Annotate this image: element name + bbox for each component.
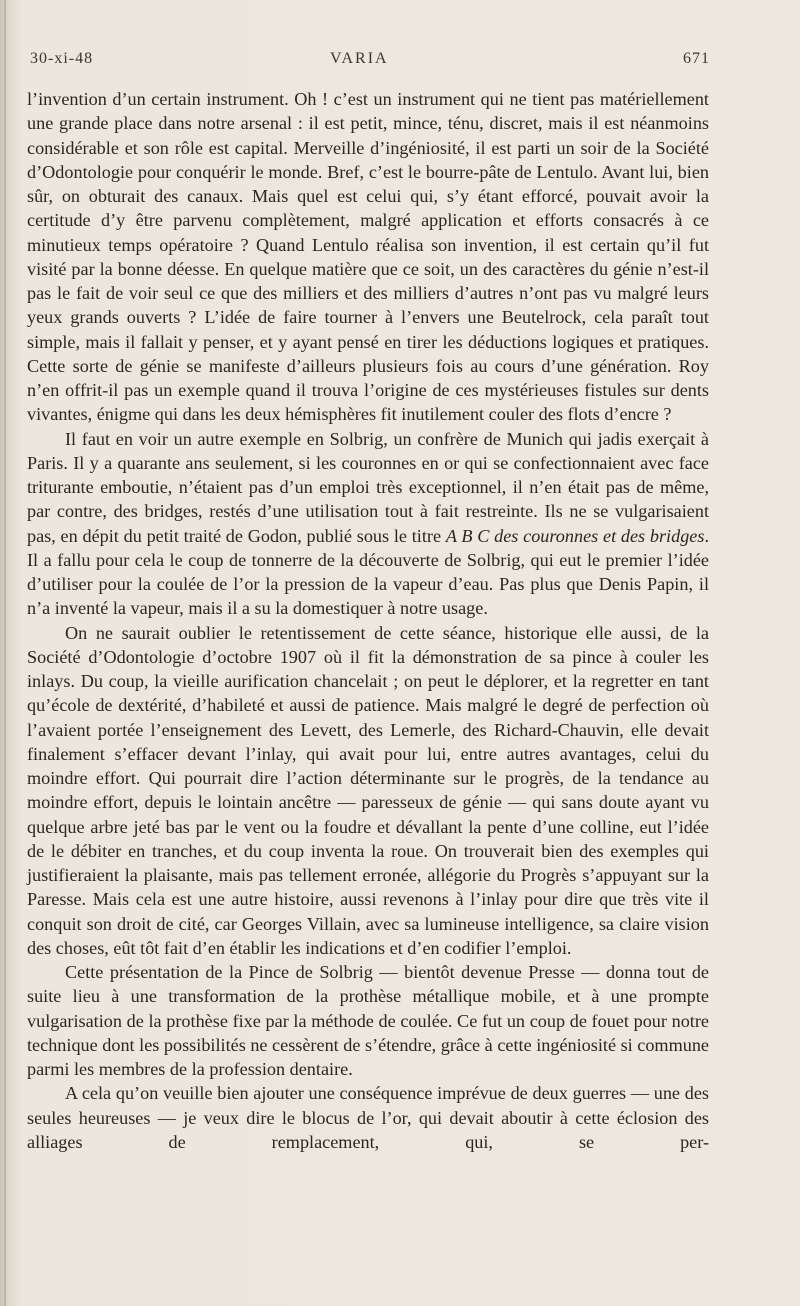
paragraph-inlay: On ne saurait oublier le retentissement de cette séance, historique elle aussi, de la Société d’Odontologie d’octobre 1907 où il fit la démonstration de sa pince à couler les inlays. Du coup, la vieille aurification chancelait ; on peut le déplorer, et la regretter en tant qu’école de dextérité, d’habileté et aussi de patience. Mais malgré le degré de perfection où l’avaient portée l’enseignement des Levett, des Lemerle, des Richard-Chauvin, elle devait finalement s’effacer devant l’inlay, qui avait pour lui, entre autres avantages, celui du moindre effort. Qui pourrait dire l’action déterminante sur le progrès, de la tendance au moindre effort, depuis le lointain ancêtre — paresseux de génie — qui sans doute ayant vu quelque arbre jeté bas par le vent ou la foudre et dévallant la pente d’une colline, eut l’idée de le débiter en tranches, et du coup inventa la roue. On trouverait bien des exemples qui justifieraient la plaisante, mais pas tellement erronée, allégorie du Progrès s’appuyant sur la Paresse. Mais cela est une autre histoire, aussi revenons à l’inlay pour dire que très vite il conquit son droit de cité, car Georges Villain, avec sa lumineuse intelligence, sa claire vision des choses, eût tôt fait d’en établir les indications et d’en codifier l’emploi. — [27, 622, 709, 958]
book-title: A B C des couronnes et des bridges — [445, 525, 705, 546]
header-section-title: VARIA — [330, 50, 389, 67]
paragraph-solbrig — [27, 427, 709, 621]
paragraph-alliages: A cela qu’on veuille bien ajouter une conséquence imprévue de deux guerres — une des seules heureuses — je veux dire le blocus de l’or, qui devait aboutir à cette éclosion des alliages de remplacement, qui, se per- — [27, 1083, 709, 1152]
paragraph-presse: Cette présentation de la Pince de Solbrig — bientôt devenue Presse — donna tout de suite lieu à une transformation de la prothèse métallique mobile, et à une prompte vulgarisation de la prothèse fixe par la méthode de coulée. Ce fut un coup de fouet pour notre technique dont les possibilités ne cessèrent de s’étendre, grâce à cette ingéniosité si commune parmi les membres de la profession dentaire. — [27, 962, 709, 1079]
paragraph-lentulo: l’invention d’un certain instrument. Oh ! c’est un instrument qui ne tient pas matériellement une grande place dans notre arsenal : il est petit, mince, ténu, discret, mais il est néanmoins considérable et son rôle est capital. Merveille d’ingéniosité, il est parti un soir de la Société d’Odontologie pour conquérir le monde. Bref, c’est le bourre-pâte de Lentulo. Avant lui, bien sûr, on obturait des canaux. Mais quel est celui qui, s’y étant efforcé, pouvait avoir la certitude d’y être parvenu complètement, malgré application et efforts consacrés à ce minutieux temps opératoire ? Quand Lentulo réalisa son invention, il est certain qu’il fut visité par la bonne déesse. En quelque matière que ce soit, un des caractères du génie n’est-il pas le fait de voir seul ce que des milliers et des milliers d’autres n’ont pas vu malgré leurs yeux grands ouverts ? L’idée de faire tourner à l’envers une Beutelrock, cela paraît tout simple, mais il fallait y penser, et y ayant pensé en tirer les déductions logiques et pratiques. Cette sorte de génie se manifeste d’ailleurs plusieurs fois au cours d’une génération. Roy n’en offrit-il pas un exemple quand il trouva l’origine de ces mystérieuses fistules sur dents vivantes, énigme qui dans les deux hémisphères fit inutilement couler des flots d’encre ? — [27, 89, 709, 425]
paragraph-solbrig-text-after: . Il a fallu pour cela le coup de tonnerre de la découverte de Solbrig, qui eut le premier l’idée d’utiliser pour la coulée de l’or la pression de la vapeur d’eau. Pas plus que Denis Papin, il n’a inventé la vapeur, mais il a su la domestiquer à notre usage. — [27, 525, 709, 619]
page-number: 671 — [683, 50, 710, 67]
header-date: 30-xi-48 — [30, 50, 94, 67]
running-header — [30, 50, 710, 72]
binding-edge — [4, 0, 6, 1306]
paragraph-solbrig-text-before: Il faut en voir un autre exemple en Solbrig, un confrère de Munich qui jadis exerçait à Paris. Il y a quarante ans seulement, si les couronnes en or qui se confectionnaient avec face triturante emboutie, n’étaient pas d’un emploi très exceptionnel, il n’en était pas de même, par contre, des bridges, restés d’une utilisation tout à fait restreinte. Ils ne se vulgarisaient pas, en dépit du petit traité de Godon, publié sous le titre — [27, 428, 709, 546]
article-body — [27, 87, 709, 1154]
